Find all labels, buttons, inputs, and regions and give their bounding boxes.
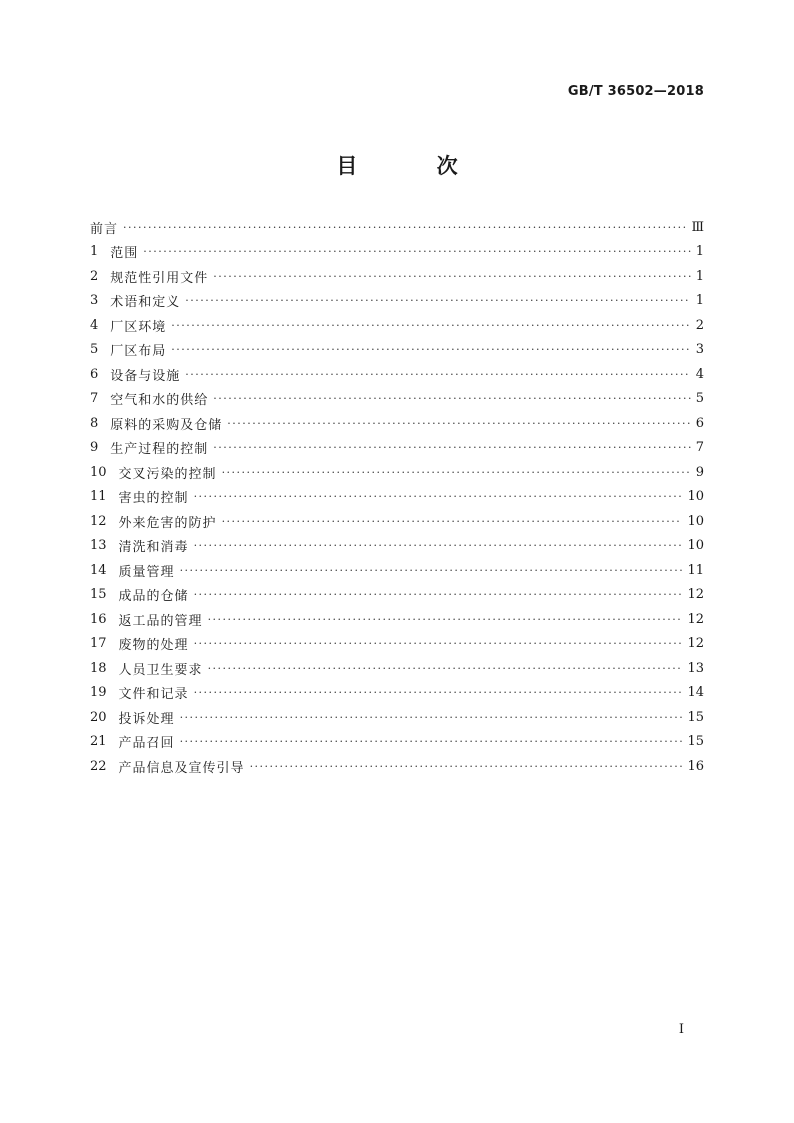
toc-leader-dots — [180, 711, 683, 724]
toc-leader-dots — [213, 270, 690, 283]
toc-entry-page: 13 — [687, 660, 704, 676]
toc-entry-label: 空气和水的供给 — [110, 393, 209, 409]
toc-leader-dots — [222, 466, 691, 479]
toc-entry-number: 21 — [90, 734, 107, 750]
toc-entry[interactable] — [90, 632, 704, 657]
toc-entry-number: 14 — [90, 562, 107, 578]
toc-entry[interactable] — [90, 313, 704, 338]
toc-leader-dots — [222, 515, 683, 528]
toc-entry-number: 3 — [90, 293, 99, 309]
toc-leader-dots — [208, 662, 683, 675]
toc-entry-number: 13 — [90, 538, 107, 554]
toc-entry-label: 设备与设施 — [110, 368, 181, 384]
toc-entry[interactable] — [90, 705, 704, 730]
toc-entry-number: 1 — [90, 244, 99, 260]
toc-entry-label: 厂区环境 — [110, 319, 167, 335]
toc-entry-label: 术语和定义 — [110, 295, 181, 311]
toc-entry-page: 10 — [687, 513, 704, 529]
toc-entry-page: 7 — [695, 440, 704, 456]
toc-entry-label: 清洗和消毒 — [118, 540, 189, 556]
toc-entry[interactable] — [90, 387, 704, 412]
standard-code: GB/T 36502—2018 — [567, 84, 704, 99]
toc-entry[interactable] — [90, 460, 704, 485]
toc-entry-page: 5 — [695, 391, 704, 407]
toc-entry[interactable] — [90, 289, 704, 314]
toc-leader-dots — [171, 343, 690, 356]
toc-entry[interactable] — [90, 607, 704, 632]
toc-leader-dots — [213, 441, 690, 454]
toc-entry[interactable] — [90, 583, 704, 608]
toc-leader-dots — [143, 245, 690, 258]
toc-entry-label: 厂区布局 — [110, 344, 167, 360]
toc-entry-number: 4 — [90, 317, 99, 333]
toc-entry[interactable] — [90, 240, 704, 265]
toc-entry-page: 12 — [687, 587, 704, 603]
page-title: 目 次 — [336, 154, 494, 178]
toc-entry-page: 4 — [695, 366, 704, 382]
toc-leader-dots — [227, 417, 690, 430]
toc-entry-page: 14 — [687, 685, 704, 701]
toc-entry-page: 1 — [695, 244, 704, 260]
toc-entry-label: 原料的采购及仓储 — [110, 417, 223, 433]
toc-leader-dots — [194, 637, 683, 650]
toc-entry-page: 16 — [687, 758, 704, 774]
toc-entry-page: 9 — [695, 464, 704, 480]
toc-entry-page: 2 — [695, 317, 704, 333]
toc-entry-page: 12 — [687, 636, 704, 652]
toc-entry-page: 10 — [687, 489, 704, 505]
toc-entry-number: 19 — [90, 685, 107, 701]
toc-leader-dots — [213, 392, 690, 405]
toc-leader-dots — [123, 221, 686, 234]
toc-leader-dots — [180, 735, 683, 748]
toc-entry[interactable] — [90, 215, 704, 240]
toc-entry-label: 生产过程的控制 — [110, 442, 209, 458]
toc-entry[interactable] — [90, 264, 704, 289]
toc-entry-number: 9 — [90, 440, 99, 456]
toc-entry[interactable] — [90, 485, 704, 510]
toc-entry-label: 质量管理 — [118, 564, 175, 580]
toc-entry-number: 20 — [90, 709, 107, 725]
toc-entry-label: 产品信息及宣传引导 — [118, 760, 245, 776]
toc-entry-number: 8 — [90, 415, 99, 431]
toc-entry-label: 文件和记录 — [118, 687, 189, 703]
toc-entry-page: 15 — [687, 709, 704, 725]
toc-entry-number: 11 — [90, 489, 107, 505]
toc-entry[interactable] — [90, 534, 704, 559]
toc-entry-label: 投诉处理 — [118, 711, 175, 727]
toc-leader-dots — [194, 588, 683, 601]
toc-entry-number: 15 — [90, 587, 107, 603]
toc-entry-label: 规范性引用文件 — [110, 270, 209, 286]
toc-entry-number: 2 — [90, 268, 99, 284]
toc-entry[interactable] — [90, 509, 704, 534]
toc-entry-number: 6 — [90, 366, 99, 382]
toc-entry-page: Ⅲ — [691, 219, 704, 235]
table-of-contents — [90, 215, 704, 779]
toc-entry-label: 人员卫生要求 — [118, 662, 203, 678]
toc-entry-number: 12 — [90, 513, 107, 529]
toc-entry-number: 17 — [90, 636, 107, 652]
toc-entry-label: 害虫的控制 — [118, 491, 189, 507]
toc-entry-label: 返工品的管理 — [118, 613, 203, 629]
toc-entry-label: 产品召回 — [118, 736, 175, 752]
toc-entry-page: 6 — [695, 415, 704, 431]
toc-entry-page: 3 — [695, 342, 704, 358]
toc-entry-number: 22 — [90, 758, 107, 774]
toc-entry-label: 前言 — [90, 221, 119, 237]
toc-entry-page: 15 — [687, 734, 704, 750]
toc-entry-number: 16 — [90, 611, 107, 627]
toc-entry-label: 废物的处理 — [118, 638, 189, 654]
toc-entry-label: 外来危害的防护 — [118, 515, 217, 531]
toc-entry[interactable] — [90, 338, 704, 363]
toc-entry-number: 18 — [90, 660, 107, 676]
toc-leader-dots — [185, 368, 690, 381]
page-number: I — [678, 1022, 684, 1037]
toc-entry-number: 7 — [90, 391, 99, 407]
toc-entry-page: 11 — [687, 562, 704, 578]
toc-leader-dots — [208, 613, 683, 626]
toc-entry-label: 范围 — [110, 246, 139, 262]
toc-leader-dots — [180, 564, 683, 577]
toc-leader-dots — [194, 686, 683, 699]
toc-entry-page: 1 — [695, 268, 704, 284]
toc-leader-dots — [171, 319, 690, 332]
toc-entry-page: 12 — [687, 611, 704, 627]
toc-entry-label: 成品的仓储 — [118, 589, 189, 605]
toc-entry[interactable] — [90, 411, 704, 436]
toc-entry[interactable] — [90, 730, 704, 755]
toc-leader-dots — [185, 294, 690, 307]
toc-entry[interactable] — [90, 558, 704, 583]
toc-entry[interactable] — [90, 362, 704, 387]
toc-entry-number: 10 — [90, 464, 107, 480]
toc-entry[interactable] — [90, 681, 704, 706]
toc-entry-number: 5 — [90, 342, 99, 358]
toc-entry[interactable] — [90, 436, 704, 461]
toc-leader-dots — [194, 490, 683, 503]
toc-entry-page: 1 — [695, 293, 704, 309]
toc-entry[interactable] — [90, 656, 704, 681]
toc-entry-page: 10 — [687, 538, 704, 554]
toc-entry-label: 交叉污染的控制 — [118, 466, 217, 482]
toc-leader-dots — [194, 539, 683, 552]
toc-entry[interactable] — [90, 754, 704, 779]
toc-leader-dots — [250, 760, 683, 773]
